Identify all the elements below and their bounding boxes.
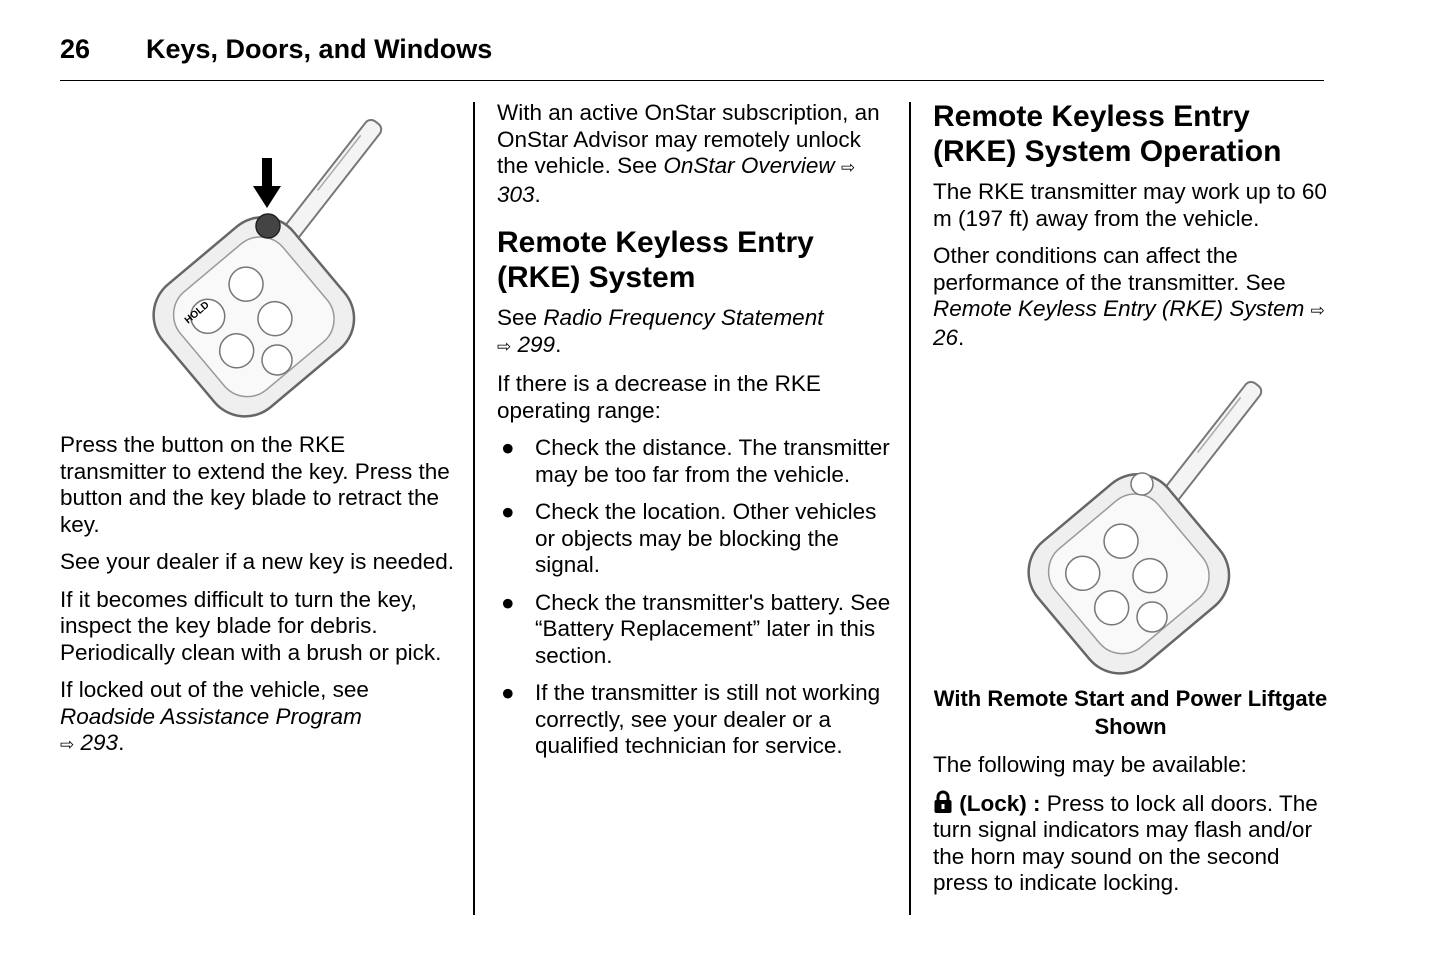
paragraph-extend-key: Press the button on the RKE transmitter to extend the key. Press the button and the key blade to retract the key. [60,432,450,537]
paragraph-decrease-range: If there is a decrease in the RKE operating range: [497,371,821,423]
paragraph-other-conditions: Other conditions can affect the performance of the transmitter. See Remote Keyless Entry (RKE) System ⇨ 26. [933,243,1325,350]
bullet-icon: ● [501,499,515,524]
key-fob-arrow-figure [100,100,420,420]
link-rke-system[interactable]: Remote Keyless Entry (RKE) System [933,296,1305,321]
list-item: ● Check the distance. The transmitter may be too far from the vehicle. [501,435,890,487]
figure-caption: With Remote Start and Power Liftgate Shown [933,686,1328,739]
section-title: Keys, Doors, and Windows [146,34,493,64]
column-divider-2 [909,102,911,915]
link-roadside-assistance[interactable]: Roadside Assistance Program [60,703,362,729]
page-ref-arrow-icon: ⇨ [497,336,512,356]
paragraph-dealer-new-key: See your dealer if a new key is needed. [60,549,454,574]
link-radio-frequency-statement[interactable]: Radio Frequency Statement [543,305,824,330]
bullet-icon: ● [501,435,515,460]
page-ref-26[interactable]: 26 [933,324,959,350]
column-3 [933,100,1328,362]
paragraph-available: The following may be available: [933,752,1247,777]
column-3-lower [933,685,1328,908]
page-number: 26 [60,34,91,64]
paragraph-range-60m: The RKE transmitter may work up to 60 m (197 ft) away from the vehicle. [933,179,1327,231]
bullet-icon: ● [501,680,515,705]
paragraph-onstar: With an active OnStar subscription, an OnStar Advisor may remotely unlock the vehicle. See OnStar Overview ⇨ 303. [497,100,880,207]
paragraph-locked-out: If locked out of the vehicle, see Roadside Assistance Program ⇨ 293. [60,677,369,755]
page-ref-arrow-icon: ⇨ [60,735,75,754]
fob-hold-label: HOLD [182,299,212,327]
heading-rke-operation: Remote Keyless Entry (RKE) System Operation [933,100,1282,168]
key-fob-figure [970,362,1290,677]
heading-rke-system: Remote Keyless Entry (RKE) System [497,226,814,294]
paragraph-key-debris: If it becomes difficult to turn the key, inspect the key blade for debris. Periodically clean with a brush or pick. [60,586,442,665]
lock-icon [933,790,953,814]
bullet-icon: ● [501,589,515,615]
page-ref-303[interactable]: 303 [497,181,535,207]
page-ref-293[interactable]: 293 [80,730,119,755]
column-2 [497,100,892,771]
column-divider-1 [473,102,475,915]
page-ref-arrow-icon: ⇨ [1310,301,1325,320]
lock-label: (Lock) : [959,790,1041,816]
page-header [60,34,1324,81]
link-onstar-overview[interactable]: OnStar Overview [663,153,835,178]
paragraph-radio-frequency: See Radio Frequency Statement ⇨ 299. [497,305,824,357]
list-item: ● Check the transmitter's battery. See “Battery Replacement” later in this section. [501,589,891,668]
bullet-list-range [497,435,892,760]
list-item: ● Check the location. Other vehicles or objects may be blocking the signal. [501,499,877,577]
page-ref-299[interactable]: 299 [517,331,556,357]
paragraph-lock: (Lock) : Press to lock all doors. The turn signal indicators may flash and/or the horn may sound on the second press to indicate locking. [933,790,1318,895]
page-ref-arrow-icon: ⇨ [840,158,856,177]
list-item: ● If the transmitter is still not working correctly, see your dealer or a qualified technician for service. [501,680,881,758]
column-1 [60,432,455,770]
